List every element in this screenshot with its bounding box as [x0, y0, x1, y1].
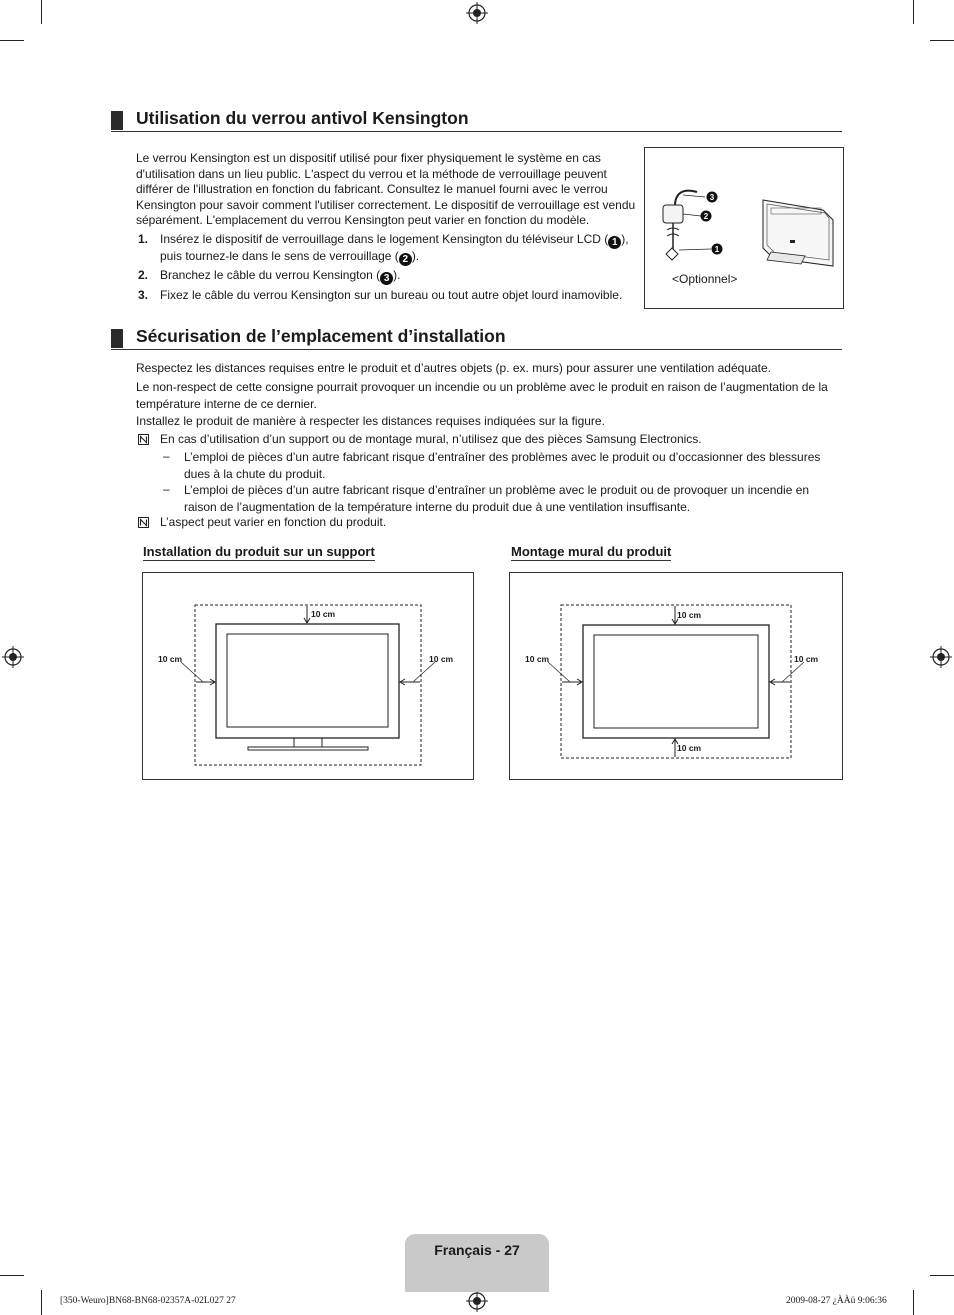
dimension-label-top: 10 cm	[677, 610, 702, 620]
heading-bar	[111, 329, 123, 348]
heading-bar	[111, 111, 123, 130]
dash-text: L’emploi de pièces d’un autre fabricant risque d’entraîner des problèmes avec le produit ou d’occasionner des blessures dues à la chute du produit.	[184, 450, 821, 481]
installation-paragraph: Respectez les distances requises entre le produit et d’autres objets (p. ex. murs) pour assurer une ventilation adéquate.	[136, 361, 772, 375]
crop-mark	[0, 40, 24, 41]
note-text: En cas d’utilisation d’un support ou de montage mural, n’utilisez que des pièces Samsung Electronics.	[160, 432, 702, 446]
section-header-kensington	[111, 109, 842, 132]
wall-diagram	[509, 572, 843, 780]
crop-mark	[913, 0, 914, 24]
kensington-figure	[644, 147, 844, 309]
crop-mark	[913, 1290, 914, 1315]
dimension-label-right: 10 cm	[429, 654, 454, 664]
marker-1-icon: 1	[714, 245, 720, 254]
crop-mark	[41, 1290, 42, 1315]
dimension-label-bottom: 10 cm	[677, 743, 702, 753]
marker-3-icon: 3	[380, 272, 393, 285]
dimension-label-top: 10 cm	[311, 609, 336, 619]
page-number-tab	[405, 1234, 549, 1292]
installation-paragraph: Le non-respect de cette consigne pourrait provoquer un incendie ou un problème avec le produit en raison de l’augmentation de la température interne de ce dernier.	[136, 380, 828, 411]
dimension-label-left: 10 cm	[158, 654, 183, 664]
step-number: 3.	[138, 288, 149, 302]
marker-2-icon: 2	[399, 253, 412, 266]
print-imprint-right: 2009-08-27 ¿ÀÀü 9:06:36	[786, 1296, 887, 1306]
registration-mark-icon	[930, 646, 952, 668]
step-text-part: Insérez le dispositif de verrouillage dans le logement Kensington du téléviseur LCD (	[160, 232, 609, 246]
crop-mark	[41, 0, 42, 24]
dash-bullet: –	[163, 449, 170, 463]
step-text: Fixez le câble du verrou Kensington sur un bureau ou tout autre objet lourd inamovible.	[160, 288, 623, 302]
crop-mark	[930, 40, 954, 41]
kensington-intro: Le verrou Kensington est un dispositif utilisé pour fixer physiquement le système en cas d'utilisation dans un lieu public. L'aspect du verrou et la méthode de verrouillage peuvent différer de l'illustration en fonction du fabricant. Consultez le manuel fourni avec le verrou Kensington pour savoir comment l'utiliser correctement. Le dispositif de verrouillage est vendu séparément. L'emplacement du verrou Kensington peut varier en fonction du modèle.	[136, 151, 636, 227]
step-text	[160, 232, 642, 266]
installation-paragraph: Installez le produit de manière à respecter les distances requises indiquées sur la figure.	[136, 414, 605, 428]
note-icon	[138, 434, 149, 445]
step-number: 2.	[138, 268, 149, 282]
step-text-part: ).	[411, 249, 420, 263]
registration-mark-icon	[466, 2, 488, 24]
figure-caption: <Optionnel>	[672, 272, 738, 286]
page-number: Français - 27	[434, 1242, 520, 1258]
wall-diagram-title: Montage mural du produit	[511, 544, 672, 559]
marker-3-icon: 3	[709, 193, 715, 202]
note-icon	[138, 517, 149, 528]
step-number: 1.	[138, 232, 149, 246]
step-text	[160, 268, 630, 285]
print-imprint-left: [350-Weuro]BN68-BN68-02357A-02L027 27	[60, 1296, 236, 1306]
marker-2-icon: 2	[703, 212, 709, 221]
dimension-label-right: 10 cm	[794, 654, 819, 664]
section-title: Utilisation du verrou antivol Kensington	[136, 108, 469, 128]
crop-mark	[0, 1275, 24, 1276]
tv-on-wall-illustration	[510, 573, 842, 779]
stand-diagram-title: Installation du produit sur un support	[143, 544, 375, 559]
note-text: L’aspect peut varier en fonction du produit.	[160, 515, 387, 529]
stand-diagram	[142, 572, 474, 780]
marker-1-icon: 1	[608, 236, 621, 249]
crop-mark	[930, 1275, 954, 1276]
registration-mark-icon	[466, 1290, 488, 1312]
registration-mark-icon	[2, 646, 24, 668]
step-text-part: ).	[393, 268, 401, 282]
section-header-installation	[111, 327, 842, 350]
dimension-label-left: 10 cm	[525, 654, 550, 664]
tv-on-stand-illustration	[143, 573, 473, 779]
step-text-part: Branchez le câble du verrou Kensington (	[160, 268, 381, 282]
dash-bullet: –	[163, 482, 170, 496]
dash-text: L’emploi de pièces d’un autre fabricant risque d’entraîner un problème avec le produit ou de provoquer un incendie en raison de l’augmentation de la température interne du produit due à une ventilation insuffisante.	[184, 483, 810, 514]
step-text-part: ), puis tournez-le dans le sens de verrouillage (	[160, 232, 629, 263]
section-title: Sécurisation de l’emplacement d’installation	[136, 326, 506, 346]
